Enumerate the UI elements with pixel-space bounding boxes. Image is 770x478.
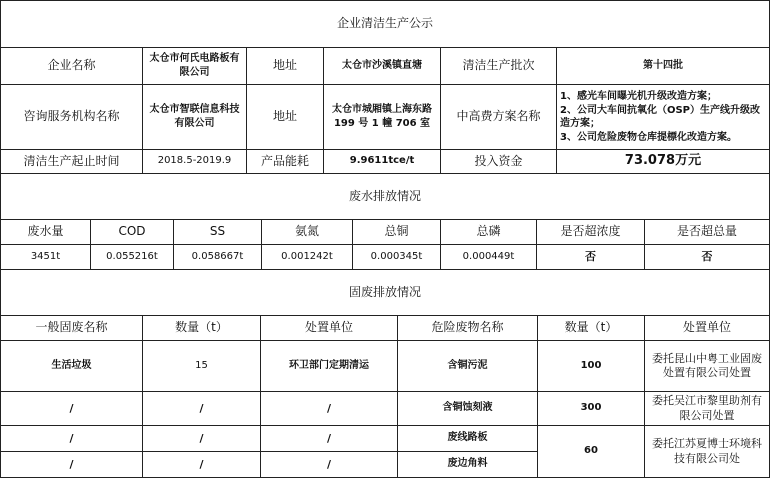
wastewater-header: 氨氮	[261, 219, 352, 244]
wastewater-section-title: 废水排放情况	[0, 173, 769, 219]
hazardous-waste-name: 废线路板	[397, 425, 537, 451]
investment-label: 投入资金	[440, 149, 556, 173]
wastewater-header: 废水量	[0, 219, 90, 244]
batch-label: 清洁生产批次	[440, 47, 556, 84]
wastewater-value: 0.000345t	[352, 244, 440, 269]
wastewater-header: 总磷	[440, 219, 536, 244]
hazardous-waste-qty: 100	[537, 340, 644, 391]
address-value: 太仓市沙溪镇直塘	[323, 47, 440, 84]
hazardous-waste-name: 废边角料	[397, 451, 537, 477]
plan-item: 3、公司危险废物仓库提標化改造方案。	[560, 131, 737, 143]
hazardous-waste-qty: 300	[537, 391, 644, 425]
hazardous-waste-unit: 委托昆山中粤工业固废处置有限公司处置	[644, 340, 769, 391]
wastewater-header: COD	[90, 219, 173, 244]
investment-value: 73.078万元	[556, 149, 769, 173]
hazardous-waste-unit: 委托吴江市黎里助剂有限公司处置	[644, 391, 769, 425]
enterprise-name-value: 太仓市何氏电路板有限公司	[142, 47, 246, 84]
plan-item: 2、公司大车间抗氧化（OSP）生产线升级改造方案；	[560, 104, 760, 129]
solid-waste-header: 危险废物名称	[397, 315, 537, 340]
energy-label: 产品能耗	[246, 149, 323, 173]
wastewater-header: 是否超总量	[644, 219, 769, 244]
general-waste-qty: 15	[142, 340, 260, 391]
wastewater-value: 0.055216t	[90, 244, 173, 269]
wastewater-value: 否	[536, 244, 644, 269]
general-waste-name: 生活垃圾	[0, 340, 142, 391]
solid-waste-header: 数量（t）	[142, 315, 260, 340]
solid-waste-header: 处置单位	[260, 315, 397, 340]
energy-value: 9.9611tce/t	[323, 149, 440, 173]
plan-item: 1、感光车间曝光机升级改造方案；	[560, 91, 717, 102]
solid-waste-header: 数量（t）	[537, 315, 644, 340]
address-label: 地址	[246, 47, 323, 84]
hazardous-waste-qty: 60	[537, 425, 644, 477]
solid-waste-header: 处置单位	[644, 315, 769, 340]
solid-waste-section-title: 固废排放情况	[0, 269, 769, 315]
general-waste-qty: /	[142, 391, 260, 425]
period-value: 2018.5-2019.9	[142, 149, 246, 173]
wastewater-header: 是否超浓度	[536, 219, 644, 244]
period-label: 清洁生产起止时间	[0, 149, 142, 173]
hazardous-waste-name: 含铜污泥	[397, 340, 537, 391]
general-waste-unit: /	[260, 391, 397, 425]
page-title: 企业清洁生产公示	[0, 0, 769, 47]
hazardous-waste-name: 含铜蚀刻液	[397, 391, 537, 425]
general-waste-unit: 环卫部门定期清运	[260, 340, 397, 391]
general-waste-name: /	[0, 425, 142, 451]
consult-address-value: 太仓市城厢镇上海东路 199 号 1 幢 706 室	[323, 84, 440, 149]
general-waste-qty: /	[142, 425, 260, 451]
consult-label: 咨询服务机构名称	[0, 84, 142, 149]
solid-waste-header: 一般固废名称	[0, 315, 142, 340]
wastewater-header: 总铜	[352, 219, 440, 244]
general-waste-name: /	[0, 391, 142, 425]
enterprise-name-label: 企业名称	[0, 47, 142, 84]
plan-label: 中高费方案名称	[440, 84, 556, 149]
consult-address-label: 地址	[246, 84, 323, 149]
general-waste-unit: /	[260, 451, 397, 477]
wastewater-value: 0.000449t	[440, 244, 536, 269]
general-waste-name: /	[0, 451, 142, 477]
hazardous-waste-unit: 委托江苏夏博士环境科技有限公司处	[644, 425, 769, 477]
batch-value: 第十四批	[556, 47, 769, 84]
consult-name-value: 太仓市智联信息科技有限公司	[142, 84, 246, 149]
wastewater-value: 3451t	[0, 244, 90, 269]
general-waste-qty: /	[142, 451, 260, 477]
wastewater-value: 0.001242t	[261, 244, 352, 269]
wastewater-value: 0.058667t	[173, 244, 261, 269]
wastewater-value: 否	[644, 244, 769, 269]
plan-list	[556, 84, 769, 149]
general-waste-unit: /	[260, 425, 397, 451]
wastewater-header: SS	[173, 219, 261, 244]
